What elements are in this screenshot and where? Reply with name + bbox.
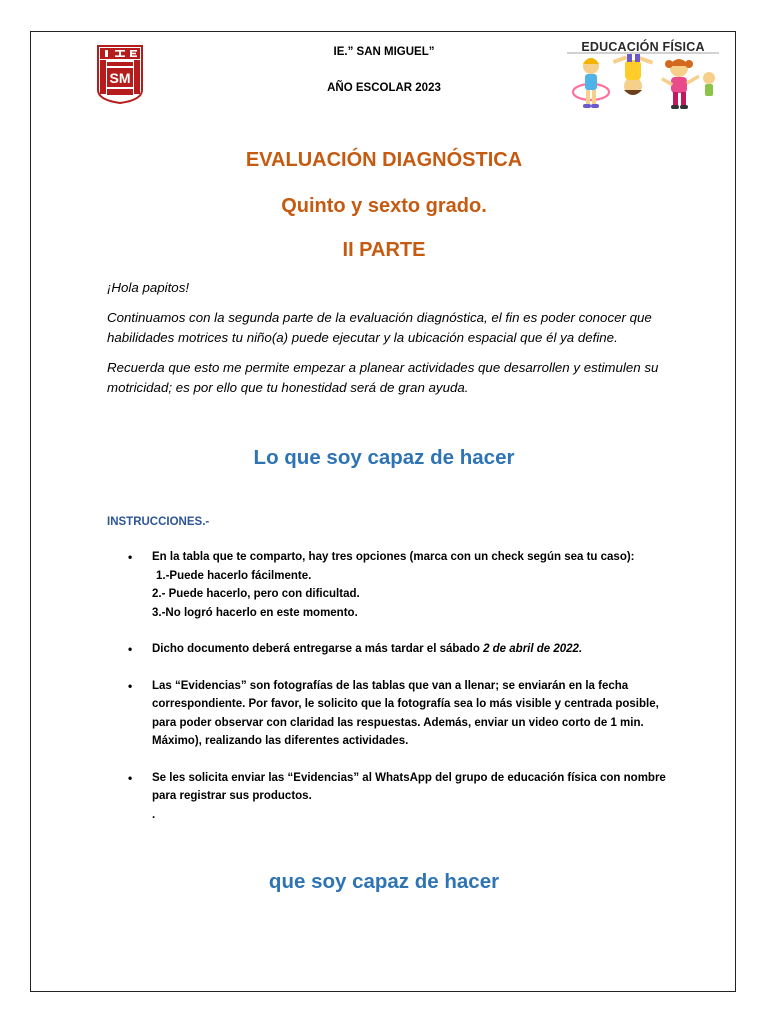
greeting-text: ¡Hola papitos! <box>107 280 190 295</box>
physical-education-banner <box>567 40 719 114</box>
bullet-icon: • <box>128 550 133 564</box>
kids-illustration <box>567 40 719 114</box>
footer-title: que soy capaz de hacer <box>268 870 500 893</box>
option-1: 1.-Puede hacerlo fácilmente. <box>156 569 312 582</box>
instructions-list <box>128 548 668 842</box>
bullet-text: En la tabla que te comparto, hay tres opciones (marca con un check según sea tu caso): <box>152 551 635 563</box>
bullet-text: Dicho documento deberá entregarse a más tardar el sábado <box>152 643 484 655</box>
grade-title: Quinto y sexto grado. <box>281 195 487 217</box>
bullet-icon: • <box>128 642 133 656</box>
logo-initials: SM <box>109 70 131 86</box>
section-title: Lo que soy capaz de hacer <box>253 446 515 469</box>
instructions-label: INSTRUCCIONES.- <box>107 516 210 528</box>
school-year: AÑO ESCOLAR 2023 <box>327 82 441 94</box>
page-border <box>30 31 736 992</box>
list-item <box>128 640 668 659</box>
trailing-dot: . <box>152 808 156 821</box>
school-name: IE.” SAN MIGUEL” <box>333 46 435 58</box>
list-item <box>128 548 668 622</box>
list-item <box>128 677 668 751</box>
part-title: II PARTE <box>342 239 426 261</box>
list-item <box>128 769 668 825</box>
intro-paragraph-1: Continuamos con la segunda parte de la evaluación diagnóstica, el fin es poder conocer que habilidades motrices tu niño(a) puede ejecutar y la ubicación espacial que él ya define. <box>107 310 652 345</box>
due-date: 2 de abril de 2022. <box>483 643 583 655</box>
option-2: 2.- Puede hacerlo, pero con dificultad. <box>152 588 360 600</box>
pe-banner-title: EDUCACIÓN FÍSICA <box>581 40 705 54</box>
bullet-icon: • <box>128 678 133 693</box>
bullet-text: Las “Evidencias” son fotografías de las tablas que van a llenar; se enviarán en la fecha correspondiente. Por favor, le solicito que la fotografía sea lo más visible y centrada posible, para poder observar con claridad las respuestas. Además, enviar un video corto de 1 min. Máximo), realizando las diferentes actividades. <box>152 679 659 747</box>
option-3: 3.-No logró hacerlo en este momento. <box>152 606 358 619</box>
intro-paragraph-2: Recuerda que esto me permite empezar a planear actividades que desarrollen y estimulen su motricidad; es por ello que tu honestidad será de gran ayuda. <box>107 360 659 395</box>
bullet-icon: • <box>128 770 133 785</box>
main-title: EVALUACIÓN DIAGNÓSTICA <box>245 149 523 171</box>
bullet-text: Se les solicita enviar las “Evidencias” al WhatsApp del grupo de educación física con nombre para registrar sus productos. <box>152 771 666 802</box>
